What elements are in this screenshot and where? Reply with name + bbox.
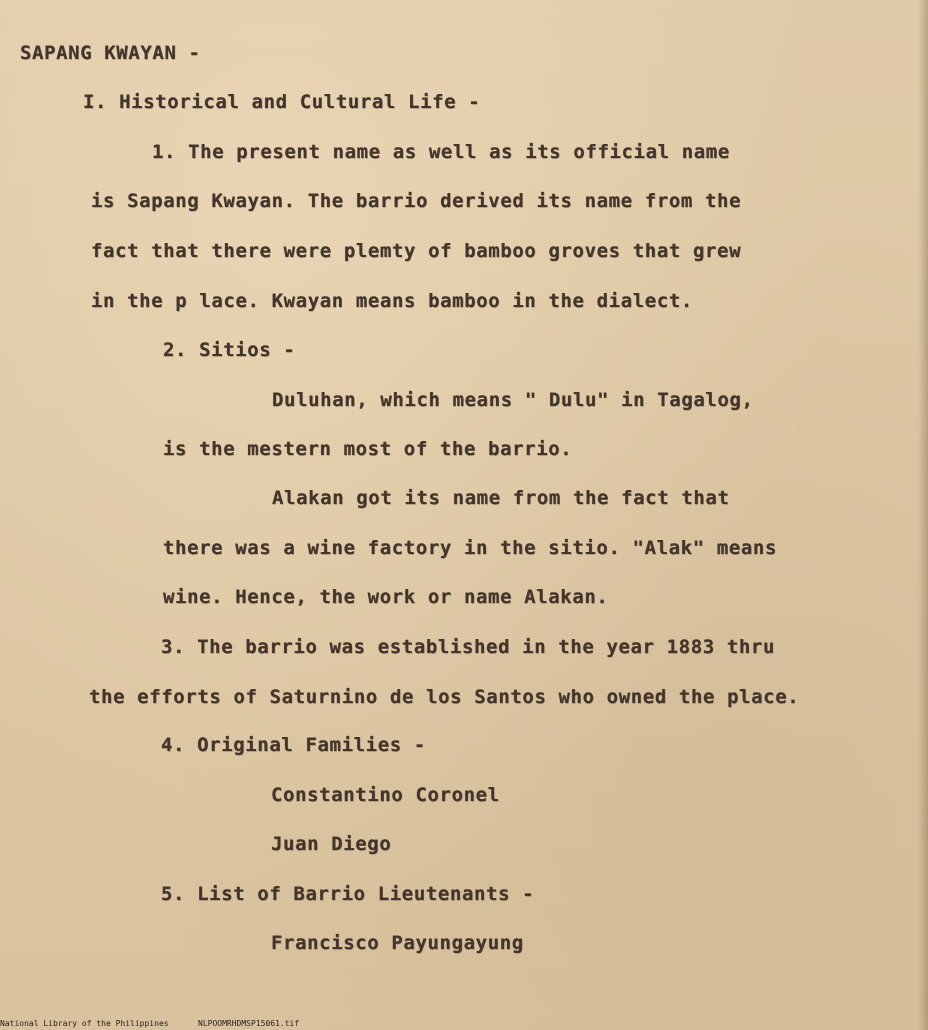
text-line: 3. The barrio was established in the year 1883 thru [161,636,775,658]
footer-file: NLPOOMRHDMSP15061.tif [198,1019,300,1028]
text-line: is Sapang Kwayan. The barrio derived its name from the [91,190,742,212]
text-line: wine. Hence, the work or name Alakan. [163,586,609,608]
text-line: 4. Original Families - [161,734,426,756]
text-line: in the p lace. Kwayan means bamboo in the dialect. [91,290,693,312]
text-line: Juan Diego [271,833,392,855]
text-line: Constantino Coronel [271,784,500,806]
text-line: there was a wine factory in the sitio. "Alak" means [163,537,777,559]
page-edge-shadow [918,0,928,1030]
text-line: 1. The present name as well as its official name [152,141,730,163]
text-line: 2. Sitios - [163,339,296,361]
text-line: 5. List of Barrio Lieutenants - [161,883,535,905]
text-line: is the mestern most of the barrio. [163,438,573,460]
section-title: I. Historical and Cultural Life - [83,91,481,113]
text-line: Francisco Payungayung [271,932,524,954]
document-heading: SAPANG KWAYAN - [20,42,201,64]
text-line: the efforts of Saturnino de los Santos who owned the place. [89,686,800,708]
text-line: fact that there were plemty of bamboo groves that grew [91,240,742,262]
footer-library: National Library of the Philippines [0,1019,169,1028]
text-line: Duluhan, which means " Dulu" in Tagalog, [272,389,754,411]
text-line: Alakan got its name from the fact that [272,487,730,509]
